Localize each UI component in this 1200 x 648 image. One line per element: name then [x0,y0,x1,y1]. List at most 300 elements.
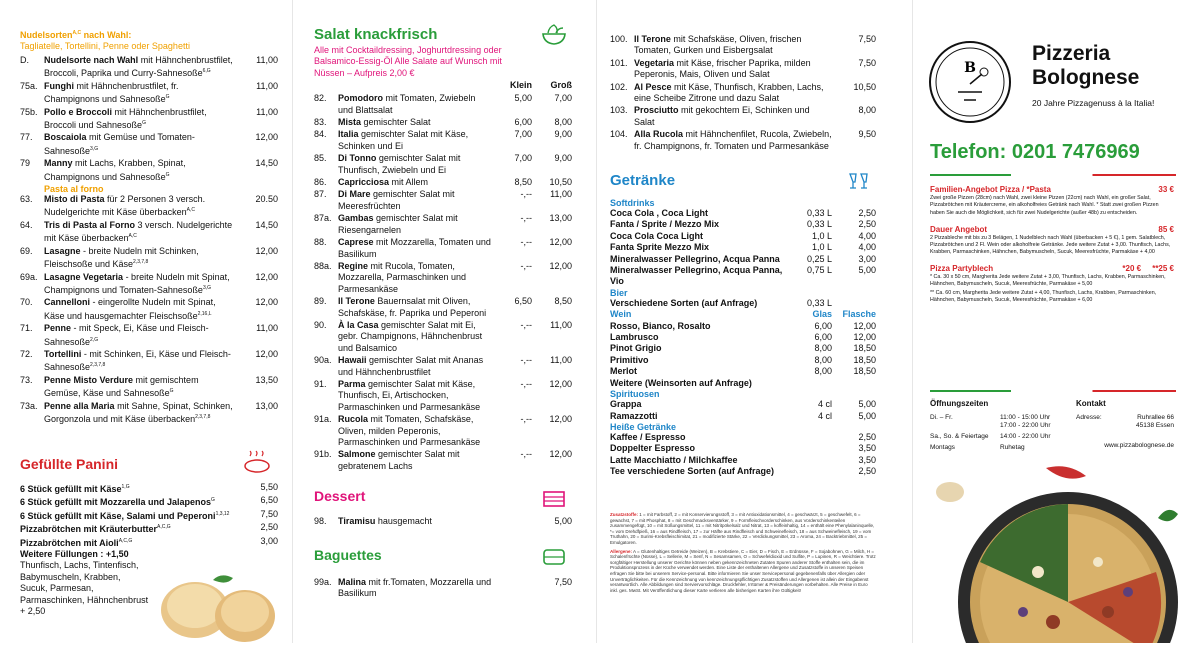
price-small: 7,00 [514,129,532,140]
salad-item [314,379,572,413]
item-name: Lasagne Vegetaria [44,271,124,282]
item-price: 5,00 [554,516,572,526]
item-name: Penne [44,323,72,334]
item-number: 73a. [20,400,38,411]
salad-item [314,355,572,378]
drink-glas: 6,00 [814,332,832,343]
menu-item [20,158,278,183]
item-price: 11,00 [256,106,278,117]
item-text: mit Mozzarella, Tomaten und Basilikum [338,237,491,259]
menu-item [20,55,278,80]
drink-price: 2,50 [858,219,876,230]
item-name: Hawaii [338,355,367,366]
item-name: Italia [338,129,359,140]
spirits-label: Spirituosen [610,389,660,400]
item-name: Nudelsorte nach Wahl [44,55,139,65]
price-large: 7,00 [554,93,572,104]
panini-price: 5,50 [260,482,278,492]
item-allergen-code: 3,G [202,284,211,291]
column-drinks [610,0,876,643]
drink-item [610,321,876,332]
item-description [338,577,528,600]
item-description [44,375,234,400]
hours-day: Montags [930,444,955,451]
pasta-sorts-header [20,30,278,40]
salad-item [314,414,572,448]
item-description [338,177,492,188]
item-text: hausgemacht [377,516,432,526]
offer-family-text: Zwei große Pizzen (28cm) nach Wahl, zwei kleine Pizzen (22cm) nach Wahl, ein großer Salat, Pizzabrötchen mit Kräutercreme, ein alkoholfreies Getränk nach Wahl. * Statt zwei großen Pizzen haben Sie auch die Möglichkeit, sich für zwei Nudelgerichte (außer 48b) zu entscheiden. [930,195,1159,216]
price-large: 12,00 [549,237,572,248]
salad-item [314,189,572,212]
item-name: Alla Rucola [634,129,684,140]
salad-list [314,93,572,472]
item-text: Bauernsalat mit Oliven, Schafskäse, fr. Paprika und Peperoni [338,296,487,318]
panini-item [20,482,278,495]
drink-item [610,455,876,466]
forno-list [20,194,278,425]
panini-price: 2,50 [260,522,278,533]
item-text: - breite Nudeln mit Spinat, Champignons und Tomaten-Sahnesoße [44,271,230,295]
offer-family-price: 33 € [1158,185,1174,194]
hours-day: Sa., So. & Feiertage [930,433,989,440]
bread-icon [242,450,272,476]
dessert-section [314,488,572,527]
offer-party-title: Pizza Partyblech [930,263,994,273]
item-text: mit Tomaten, Zwiebeln und Blattsalat [338,93,476,115]
item-text: mit Schafskäse, Oliven, frischen Tomaten, Gurken und Eisbergsalat [634,34,802,56]
drink-size: 0,75 L [806,265,832,276]
spirits-list [610,399,876,422]
drink-size: 0,33 L [806,297,832,308]
price-large: 11,00 [550,189,572,200]
hours-time: Ruhetag [1000,444,1025,451]
item-description [338,213,492,236]
menu-item [610,129,876,152]
offer-party-text-1: * Ca. 30 x 50 cm, Margherita Jede weitere Zutat + 3,00, Thunfisch, Lachs, Krabben, Parmaschinken, Hähnchen, Babymuscheln, Sucuk, Meeresfrüchte, Parmakäse + 5,00 [930,273,1166,288]
panini-description [20,482,234,495]
item-description [44,132,234,157]
menu-item [20,132,278,157]
panini-text: Pizzabrötchen mit Kräuterbutter [20,524,158,535]
drink-name: Primitivo [610,354,649,365]
drink-item [610,332,876,343]
item-text: gemischter Salat mit gebratenem Lachs [338,449,460,471]
item-name: Cannelloni [44,297,91,308]
salad-item [314,117,572,128]
item-name: À la Casa [338,319,379,330]
item-name: Penne alla Maria [44,400,115,411]
drink-name: Coca Cola Coca Light [610,230,704,241]
item-name: Lasagne [44,245,81,256]
offer-permanent-price: 85 € [1158,224,1174,234]
item-number: 77. [20,132,33,143]
item-text: mit fr.Tomaten, Mozzarella und Basilikum [338,577,492,599]
item-number: 91. [314,378,327,389]
item-price: 7,50 [858,57,876,68]
pasta-sorts-label: Nudelsorten [20,30,73,40]
size-large-label: Groß [550,80,572,91]
menu-item [20,107,278,132]
pizza-photo [928,462,1180,643]
item-name: Di Tonno [338,153,377,164]
salad-item [314,177,572,188]
salad-item [314,153,572,176]
drink-glas: 8,00 [814,354,832,365]
wine-header [610,309,876,320]
item-name: Malina [338,577,367,587]
item-name: Misto di Pasta [44,194,105,205]
item-price: 14,50 [255,219,278,230]
item-number: 70. [20,297,33,308]
item-name: Pomodoro [338,93,383,104]
price-large: 12,00 [549,449,572,460]
item-number: 72. [20,348,33,359]
pasta-sorts-sup: A,C [72,30,82,36]
toast-glasses-icon [846,170,872,192]
item-number: 82. [314,93,327,104]
panini-text: Pizzabrötchen mit Aioli [20,537,119,548]
item-allergen-code: G [142,120,146,127]
menu-item [610,34,876,57]
item-number: 83. [314,117,327,128]
salad-item [314,296,572,319]
softdrinks-list [610,208,876,288]
item-allergen-code: 2,G [90,336,99,343]
item-price: 11,00 [256,80,278,91]
panini-allergen-code: A,C,G [157,524,171,531]
cake-icon [542,486,566,508]
panini-allergen-code: 1,G [121,484,130,490]
item-name: Caprese [338,237,374,248]
drink-name: Ramazzotti [610,410,658,421]
website-link[interactable]: www.pizzabolognese.de [1104,442,1174,449]
additives-text: 1 = mit Farbstoff, 2 = mit Konservierungsstoff, 3 = mit Antioxidationsmittel, 4 = geschwärzt, 5 = geschwefelt, 6 = gewachst, 7 = mit Phosphat, 8 = mit Geschmacksverstärker, 9 = Formfleischvorderschinken, aus Vorderschinkenteilen zusammengefügt, 10 = mit Süßungsmittel, 11 = mit Nitritpökelsalz und Nitrat, 13 = koffeinhaltig, 14 = enthält eine Phenylalaninquelle, *= vom Drehdfpieß, 16 = aus Rindfleisch, 17 = zur Hälfte aus Rindfleisch und Schweinefleisch, 18 = aus Schweinefleisch, 19 = vom Truthahn, 20 = Surimi-Krebsfleischimitat, 21 = modifizierte Stärke, 22 = Verdickungsmittel, 23 = Aroma, 24 = Backtriebmittel, 25 = Emulgatoren. [610,512,875,545]
drink-price: 5,00 [858,410,876,421]
drink-price: 5,00 [858,265,876,276]
item-allergen-code: G [165,171,170,178]
item-text: mit Sahne, Spinat, Schinken, Gorgonzola und mit Käse überbacken [44,400,233,424]
hours-list [930,414,1070,452]
item-description [338,379,492,413]
fillings-text: Thunfisch, Lachs, Tintenfisch, Babymuscheln, Krabben, Sucuk, Parmesan, Parmaschinken, Hähnchenbrust + 2,50 [20,560,149,617]
item-text: mit Lachs, Krabben, Spinat, Champignons und Sahnesoße [44,158,186,182]
panini-description [20,536,234,549]
drink-price: 3,50 [858,454,876,465]
item-name: Al Pesce [634,81,672,92]
brand-line-2: Bolognese [1032,66,1140,89]
menu-item [610,82,876,105]
item-number: 85. [314,153,327,164]
item-name: Di Mare [338,189,371,200]
item-allergen-code: A,C [186,207,195,214]
menu-item [20,375,278,400]
item-description [634,34,832,57]
sandwich-icon [542,547,566,567]
item-text: - breite Nudeln mit Schinken, Fleischsoße und Käse [44,245,199,270]
price-large: 9,00 [554,129,572,140]
offer-permanent-text: 2 Pizzableche mit bis zu 3 Belägen, 1 Nudelblech nach Wahl (überbacken + 5 €), 1 gem. Salatblech, Pizzabrötchen und 2 Fl. Wein oder alkoholfreie Getränke. Jede weitere Zutat + 3,00. Thunfisch, Lachs, Krabben, Parmaschinken, Hähnchen, Babymuscheln, Sucuk, Meeresfrüchte, Parmakäse + 4,00 [930,235,1171,256]
item-number: 88a. [314,260,332,271]
phone-number[interactable]: Telefon: 0201 7476969 [930,141,1140,163]
offer-family-header [930,186,1174,193]
price-small: 8,50 [514,177,532,188]
drink-size: 1,0 L [811,230,832,241]
item-name: Pollo e Broccoli [44,106,113,117]
salad-bowl-icon [540,20,568,46]
allergens-label: Allergene: [610,548,633,554]
hours-time: 11:00 - 15:00 Uhr 17:00 - 22:00 Uhr [1000,414,1051,429]
drink-name: Fanta Sprite Mezzo Mix [610,242,710,253]
offers [930,186,1174,305]
item-text: für 2 Personen 3 versch. Nudelgerichte mit Käse überbacken [44,194,206,218]
drink-item [610,343,876,354]
drink-item [610,219,876,230]
panini-allergen-code: G [211,497,215,504]
item-description [634,82,832,105]
item-text: mit Rucola, Tomaten, Mozzarella, Parmaschinken und Parmesankäse [338,260,467,294]
drink-price: 4,00 [858,230,876,241]
drink-price: 4,00 [858,242,876,253]
item-name: Capricciosa [338,177,390,188]
item-number: 63. [20,194,33,205]
item-number: 102. [610,81,628,92]
salad-size-header [314,80,572,90]
panini-item [20,522,278,535]
item-text: mit Hähnchenbrustfilet, fr. Champignons und Sahnesoße [44,80,179,105]
item-number: 75b. [20,106,38,117]
column-pasta [20,0,278,643]
drink-price [832,298,876,309]
item-name: Mista [338,117,362,128]
drink-item [610,411,876,422]
drink-item [610,432,876,443]
drink-name: Mineralwasser Pellegrino, Acqua Panna, Vio [610,265,783,287]
item-number: 87a. [314,213,332,224]
item-price: 14,50 [255,158,278,169]
additives-note [610,512,876,546]
panini-description [20,522,234,535]
drink-glas: 6,00 [814,320,832,331]
menu-item [610,105,876,128]
item-description [44,55,234,80]
item-number: 99a. [314,577,332,587]
menu-item [20,272,278,297]
item-number: 98. [314,516,327,526]
drink-name: Coca Cola , Coca Light [610,208,709,218]
price-large: 9,00 [554,153,572,164]
item-name: Tortellini [44,348,82,359]
italian-stripe-2 [930,390,1176,392]
pasta-sorts-tail: nach Wahl: [83,30,132,40]
drink-price: 2,50 [858,208,876,218]
brand-name [1032,42,1139,90]
item-price: 10,50 [853,81,876,92]
contact [1076,400,1174,450]
item-description [44,246,234,271]
item-description [338,296,492,319]
footnotes [610,512,876,593]
menu-item [20,81,278,106]
salad-item [314,261,572,295]
hours-row [930,433,1070,441]
panini-price: 6,50 [260,495,278,506]
item-price: 12,00 [255,297,278,308]
item-price: 12,00 [255,348,278,359]
item-allergen-code: G [165,94,170,101]
item-allergen-code: 3,G [90,145,99,152]
item-number: 73. [20,374,33,385]
price-small: -,-- [520,319,532,330]
panini-allergen-code: A,C,G [118,537,133,544]
address-value [1116,414,1174,430]
item-number: 103. [610,105,628,116]
item-price: 11,00 [256,55,278,65]
drink-price: 2,50 [858,431,876,442]
item-number: 79 [20,158,31,169]
item-description [634,58,832,81]
drink-name: Verschiedene Sorten (auf Anfrage) [610,297,758,308]
item-number: 90a. [314,355,332,366]
item-description [44,220,234,245]
item-number: 104. [610,129,628,140]
panini-allergen-code: 1,3,12 [215,510,230,517]
item-text: mit Tomaten, Schafskäse, Oliven, milden Peperonis, Parmaschinken und Parmesankäse [338,414,481,447]
item-text: mit Hähnchenbrustfilet, Broccoli, Paprika und Curry-Sahnesoße [44,55,233,79]
panini-photo [155,570,275,643]
item-number: 84. [314,129,327,140]
drink-flasche: 18,50 [853,343,876,354]
item-description [338,516,528,527]
salad-item [314,320,572,354]
item-name: Vegetaria [634,57,675,68]
item-description [338,189,492,212]
item-price: 20.50 [255,194,278,205]
item-name: Prosciutto [634,105,679,116]
item-description [338,355,492,378]
item-name: Manny [44,158,73,169]
svg-text:B: B [964,60,976,76]
item-description [44,272,234,297]
item-text: mit gemischtem Gemüse, Käse und Sahnesoße [44,374,199,399]
drink-flasche: 12,00 [853,320,876,331]
hot-drinks-label: Heiße Getränke [610,421,677,432]
item-name: Il Terone [338,296,375,307]
item-price: 13,50 [255,374,278,385]
menu-item [20,401,278,426]
drink-glas [788,378,832,389]
item-number: 91a. [314,414,332,425]
item-description [338,414,492,448]
panini-price: 3,00 [260,535,278,546]
salad-list-2 [610,34,876,152]
item-name: Parma [338,378,366,389]
item-text: - eingerollte Nudeln mit Spinat, Käse und hausgemachter Fleischsoße [44,297,216,321]
item-number: 88. [314,237,327,248]
item-allergen-code: 2,16,L [197,310,212,317]
item-number: D. [20,55,29,65]
item-number: 69. [20,245,33,256]
item-text: gemischter Salat [363,117,431,128]
drink-name: Fanta / Sprite / Mezzo Mix [610,219,720,230]
item-number: 69a. [20,271,38,282]
item-price: 13,00 [255,400,278,411]
price-large: 8,00 [554,117,572,128]
contact-address [1076,414,1174,430]
price-small: -,-- [520,449,532,460]
item-description [338,261,492,295]
price-small: -,-- [520,414,532,425]
price-large: 8,50 [554,296,572,307]
price-small: -,-- [520,260,532,271]
item-price: 7,50 [858,34,876,44]
item-number: 71. [20,323,33,334]
drink-price: 3,00 [858,253,876,264]
price-large: 12,00 [549,260,572,271]
menu-item [20,297,278,322]
drink-flasche [832,378,876,389]
drink-size: 0,25 L [806,253,832,264]
item-text: mit gekochtem Ei, Schinken und Salat [634,105,810,127]
brand-line-1: Pizzeria [1032,42,1111,65]
column-brand [928,0,1180,643]
drink-name: Doppelter Espresso [610,443,696,454]
drink-name: Latte Macchiatto / Milchkaffee [610,454,738,465]
item-price: 11,00 [256,323,278,334]
hours-title: Öffnungszeiten [930,399,989,408]
additives-label: Zusatzstoffe: [610,512,638,517]
item-description [44,297,234,322]
item-name: Funghi [44,80,74,91]
item-price: 12,00 [255,245,278,256]
item-number: 75a. [20,80,38,91]
item-name: Salmone [338,449,376,460]
allergens-note [610,549,876,594]
price-small: -,-- [520,378,532,389]
drink-name: Weitere (Weinsorten auf Anfrage) [610,377,752,388]
item-text: mit Allem [391,177,429,188]
drink-glas: 8,00 [814,343,832,354]
opening-hours [930,400,1070,455]
menu-item [20,246,278,271]
item-number: 87. [314,189,327,200]
item-description [338,449,492,472]
panini-text: 6 Stück gefüllt mit Käse, Salami und Peperoni [20,510,216,521]
column-salads [314,0,572,643]
price-small: 5,00 [514,93,532,104]
dessert-item [314,516,572,527]
salad-item [314,213,572,236]
menu-item [20,349,278,374]
item-allergen-code: 6,G [202,68,211,75]
drink-size: 0,33 L [806,219,832,230]
offer-family-title: Familien-Angebot Pizza / *Pasta [930,185,1051,194]
item-price: 12,00 [255,271,278,282]
item-text: gemischter Salat mit Käse, Schinken und Ei [338,129,469,151]
address-label: Adresse: [1076,414,1102,421]
item-name: Boscaiola [44,132,87,143]
salad-item [314,449,572,472]
panini-title: Gefüllte Panini [20,456,119,472]
drink-name: Grappa [610,399,642,410]
drink-item [610,466,876,477]
price-small: 6,00 [514,117,532,128]
item-description [44,107,234,132]
panini-item [20,495,278,508]
item-name: Tris di Pasta al Forno [44,219,136,230]
item-price: 7,50 [554,577,572,587]
item-name: Rucola [338,414,369,425]
